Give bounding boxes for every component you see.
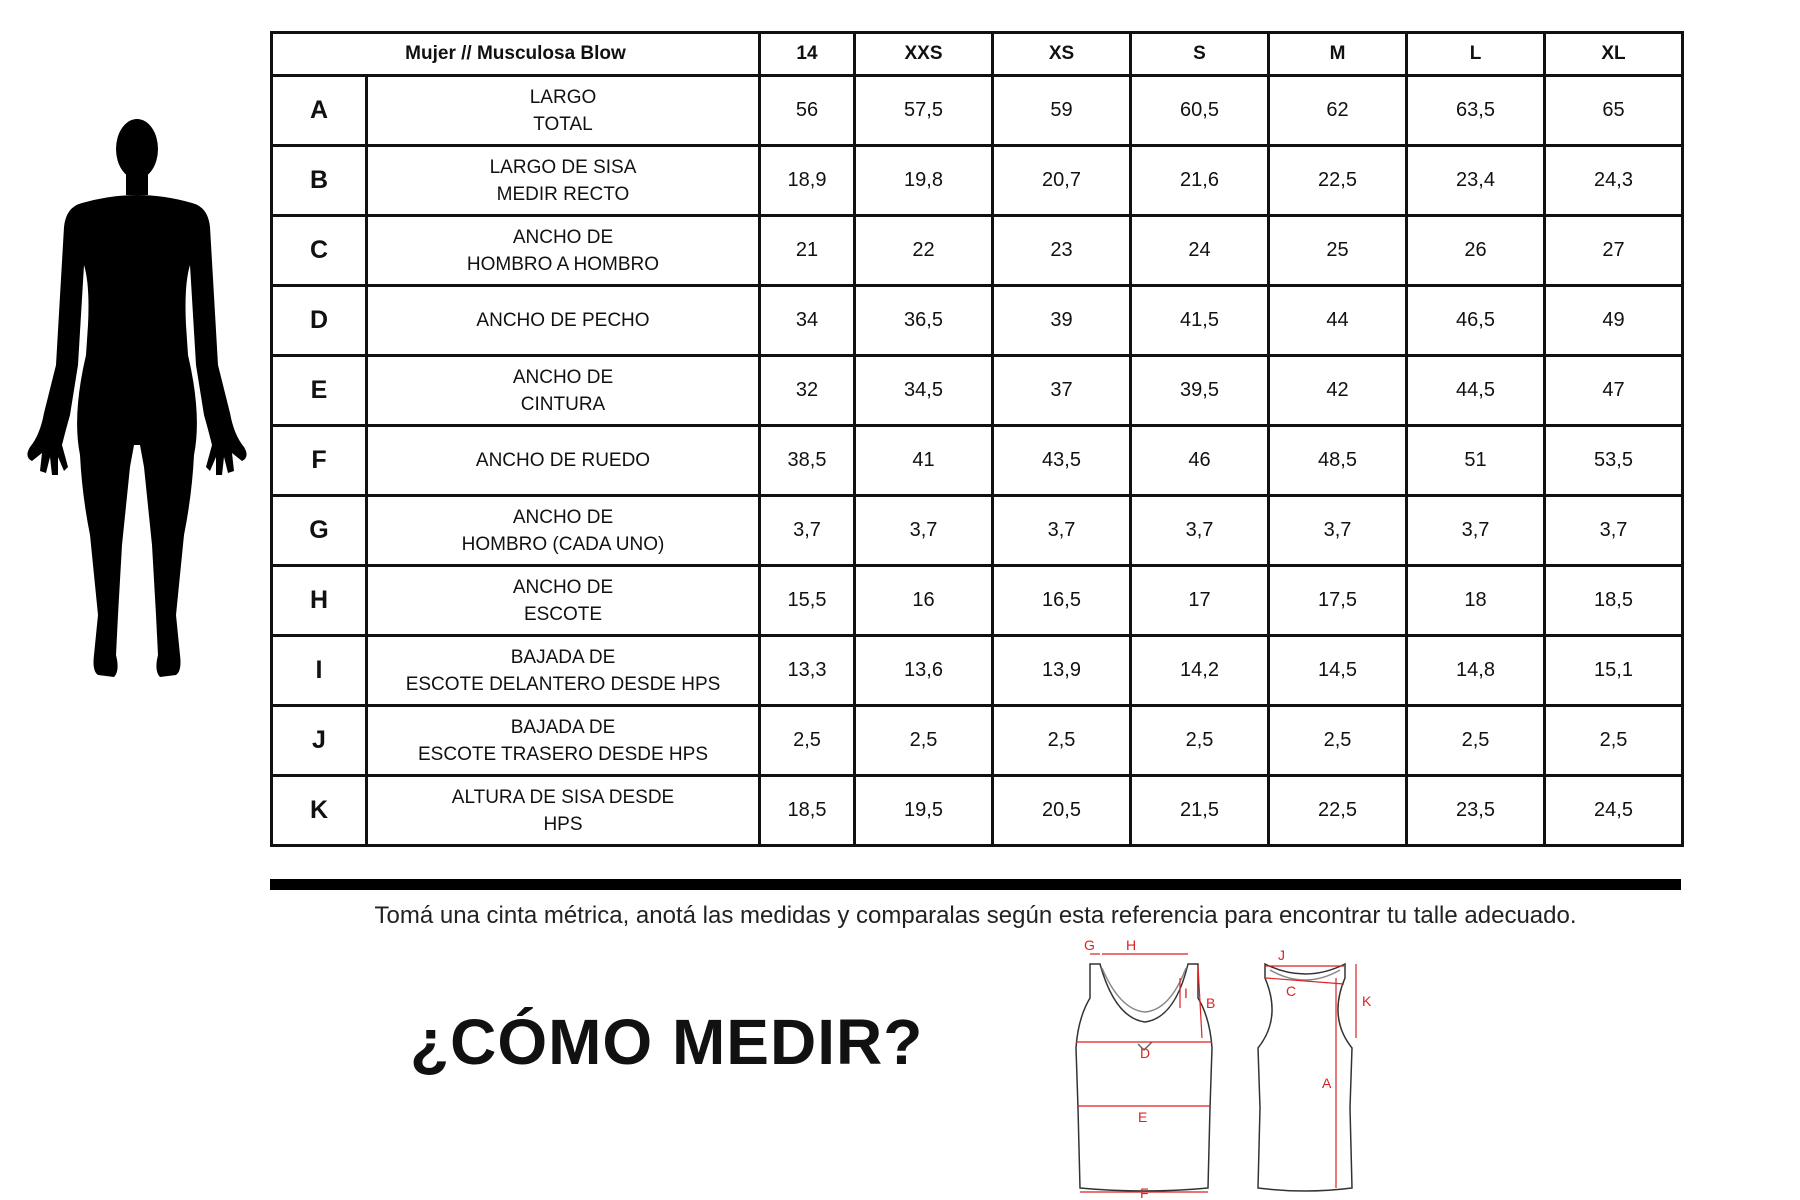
- measurement-value: 16: [855, 566, 993, 636]
- diagram-label-i: I: [1184, 985, 1188, 1001]
- measuring-instructions: Tomá una cinta métrica, anotá las medidas y comparalas según esta referencia para encontrar tu talle adecuado.: [374, 902, 1577, 929]
- size-header: XXS: [855, 33, 993, 76]
- table-header-row: [272, 33, 1683, 76]
- measurement-description: BAJADA DE ESCOTE TRASERO DESDE HPS: [367, 706, 760, 776]
- measurement-letter: K: [272, 776, 367, 846]
- size-header: M: [1269, 33, 1407, 76]
- measurement-value: 18,5: [760, 776, 855, 846]
- measurement-description: ANCHO DE HOMBRO A HOMBRO: [367, 216, 760, 286]
- measurement-value: 39,5: [1131, 356, 1269, 426]
- measurement-value: 26: [1407, 216, 1545, 286]
- measurement-value: 14,5: [1269, 636, 1407, 706]
- diagram-label-c: C: [1286, 983, 1297, 999]
- measurement-value: 44: [1269, 286, 1407, 356]
- measurement-value: 13,6: [855, 636, 993, 706]
- measurement-value: 53,5: [1545, 426, 1683, 496]
- size-header: S: [1131, 33, 1269, 76]
- measurement-letter: A: [272, 76, 367, 146]
- measurement-value: 3,7: [760, 496, 855, 566]
- measurement-value: 43,5: [993, 426, 1131, 496]
- measurement-value: 14,2: [1131, 636, 1269, 706]
- measurement-value: 27: [1545, 216, 1683, 286]
- measurement-value: 22,5: [1269, 776, 1407, 846]
- measurement-value: 2,5: [1131, 706, 1269, 776]
- size-chart-table: [270, 31, 1684, 847]
- measurement-value: 14,8: [1407, 636, 1545, 706]
- measurement-value: 46: [1131, 426, 1269, 496]
- measurement-value: 18,5: [1545, 566, 1683, 636]
- measurement-value: 13,3: [760, 636, 855, 706]
- measurement-letter: F: [272, 426, 367, 496]
- measurement-letter: C: [272, 216, 367, 286]
- measurement-value: 21,5: [1131, 776, 1269, 846]
- measurement-letter: H: [272, 566, 367, 636]
- measurement-value: 41: [855, 426, 993, 496]
- measurement-description: BAJADA DE ESCOTE DELANTERO DESDE HPS: [367, 636, 760, 706]
- table-row: [272, 496, 1683, 566]
- measurement-value: 18: [1407, 566, 1545, 636]
- diagram-label-e: E: [1138, 1109, 1148, 1125]
- table-row: [272, 216, 1683, 286]
- measurement-value: 32: [760, 356, 855, 426]
- measurement-value: 47: [1545, 356, 1683, 426]
- table-row: [272, 356, 1683, 426]
- measurement-value: 22,5: [1269, 146, 1407, 216]
- measurement-letter: B: [272, 146, 367, 216]
- measurement-value: 2,5: [760, 706, 855, 776]
- measurement-value: 46,5: [1407, 286, 1545, 356]
- measurement-value: 38,5: [760, 426, 855, 496]
- table-row: [272, 76, 1683, 146]
- diagram-label-h: H: [1126, 938, 1137, 953]
- measurement-value: 56: [760, 76, 855, 146]
- diagram-label-b: B: [1206, 995, 1216, 1011]
- table-row: [272, 636, 1683, 706]
- how-to-measure-heading: ¿CÓMO MEDIR?: [410, 1006, 924, 1078]
- measurement-value: 23: [993, 216, 1131, 286]
- measurement-value: 39: [993, 286, 1131, 356]
- measurement-description: ANCHO DE CINTURA: [367, 356, 760, 426]
- measurement-value: 44,5: [1407, 356, 1545, 426]
- table-body: [272, 76, 1683, 846]
- measurement-letter: J: [272, 706, 367, 776]
- measurement-value: 16,5: [993, 566, 1131, 636]
- measurement-value: 42: [1269, 356, 1407, 426]
- table-title: Mujer // Musculosa Blow: [272, 33, 760, 76]
- measurement-description: ANCHO DE RUEDO: [367, 426, 760, 496]
- measurement-value: 49: [1545, 286, 1683, 356]
- size-header: 14: [760, 33, 855, 76]
- measurement-value: 63,5: [1407, 76, 1545, 146]
- size-header: XL: [1545, 33, 1683, 76]
- measurement-value: 17,5: [1269, 566, 1407, 636]
- measurement-value: 15,1: [1545, 636, 1683, 706]
- measurement-value: 57,5: [855, 76, 993, 146]
- measurement-value: 59: [993, 76, 1131, 146]
- diagram-label-a: A: [1322, 1075, 1332, 1091]
- measurement-lines: [1076, 954, 1356, 1192]
- measurement-letter: E: [272, 356, 367, 426]
- measurement-value: 3,7: [855, 496, 993, 566]
- table-row: [272, 426, 1683, 496]
- diagram-label-j: J: [1278, 947, 1285, 963]
- measurement-description: ANCHO DE ESCOTE: [367, 566, 760, 636]
- measurement-description: LARGO DE SISA MEDIR RECTO: [367, 146, 760, 216]
- measurement-value: 41,5: [1131, 286, 1269, 356]
- back-view-tank: [1258, 964, 1352, 1191]
- size-header: L: [1407, 33, 1545, 76]
- measurement-value: 65: [1545, 76, 1683, 146]
- measurement-value: 34,5: [855, 356, 993, 426]
- diagram-label-k: K: [1362, 993, 1372, 1009]
- measurement-value: 2,5: [993, 706, 1131, 776]
- diagram-label-g: G: [1084, 938, 1095, 953]
- measurement-value: 3,7: [1545, 496, 1683, 566]
- measurement-value: 3,7: [993, 496, 1131, 566]
- measurement-value: 34: [760, 286, 855, 356]
- measurement-value: 37: [993, 356, 1131, 426]
- measurement-value: 51: [1407, 426, 1545, 496]
- measurement-value: 21: [760, 216, 855, 286]
- front-view-tank: [1076, 964, 1212, 1191]
- measurement-value: 48,5: [1269, 426, 1407, 496]
- measurement-value: 3,7: [1269, 496, 1407, 566]
- measurement-value: 20,7: [993, 146, 1131, 216]
- diagram-label-d: D: [1140, 1045, 1151, 1061]
- measurement-value: 22: [855, 216, 993, 286]
- diagram-label-f: F: [1140, 1185, 1149, 1198]
- tank-top-measurement-diagram: [1060, 938, 1420, 1198]
- measurement-description: ANCHO DE HOMBRO (CADA UNO): [367, 496, 760, 566]
- table-row: [272, 146, 1683, 216]
- measurement-value: 60,5: [1131, 76, 1269, 146]
- measurement-description: ALTURA DE SISA DESDE HPS: [367, 776, 760, 846]
- measurement-description: ANCHO DE PECHO: [367, 286, 760, 356]
- measurement-value: 2,5: [855, 706, 993, 776]
- measurement-value: 24,3: [1545, 146, 1683, 216]
- measurement-value: 23,4: [1407, 146, 1545, 216]
- measurement-value: 17: [1131, 566, 1269, 636]
- measurement-value: 24,5: [1545, 776, 1683, 846]
- measurement-value: 19,8: [855, 146, 993, 216]
- measurement-letter: D: [272, 286, 367, 356]
- table-row: [272, 286, 1683, 356]
- measurement-value: 20,5: [993, 776, 1131, 846]
- measurement-description: LARGO TOTAL: [367, 76, 760, 146]
- measurement-value: 36,5: [855, 286, 993, 356]
- measurement-value: 18,9: [760, 146, 855, 216]
- measurement-value: 13,9: [993, 636, 1131, 706]
- measurement-value: 21,6: [1131, 146, 1269, 216]
- measurement-value: 15,5: [760, 566, 855, 636]
- measurement-letter: I: [272, 636, 367, 706]
- measurement-value: 23,5: [1407, 776, 1545, 846]
- table-row: [272, 776, 1683, 846]
- measurement-value: 2,5: [1545, 706, 1683, 776]
- measurement-value: 3,7: [1131, 496, 1269, 566]
- measurement-value: 2,5: [1269, 706, 1407, 776]
- measurement-letter: G: [272, 496, 367, 566]
- size-header: XS: [993, 33, 1131, 76]
- measurement-value: 3,7: [1407, 496, 1545, 566]
- measurement-value: 2,5: [1407, 706, 1545, 776]
- human-silhouette: [12, 115, 262, 695]
- measurement-value: 62: [1269, 76, 1407, 146]
- measurement-value: 19,5: [855, 776, 993, 846]
- divider: [270, 879, 1681, 890]
- table-row: [272, 706, 1683, 776]
- measurement-value: 25: [1269, 216, 1407, 286]
- table-row: [272, 566, 1683, 636]
- measurement-value: 24: [1131, 216, 1269, 286]
